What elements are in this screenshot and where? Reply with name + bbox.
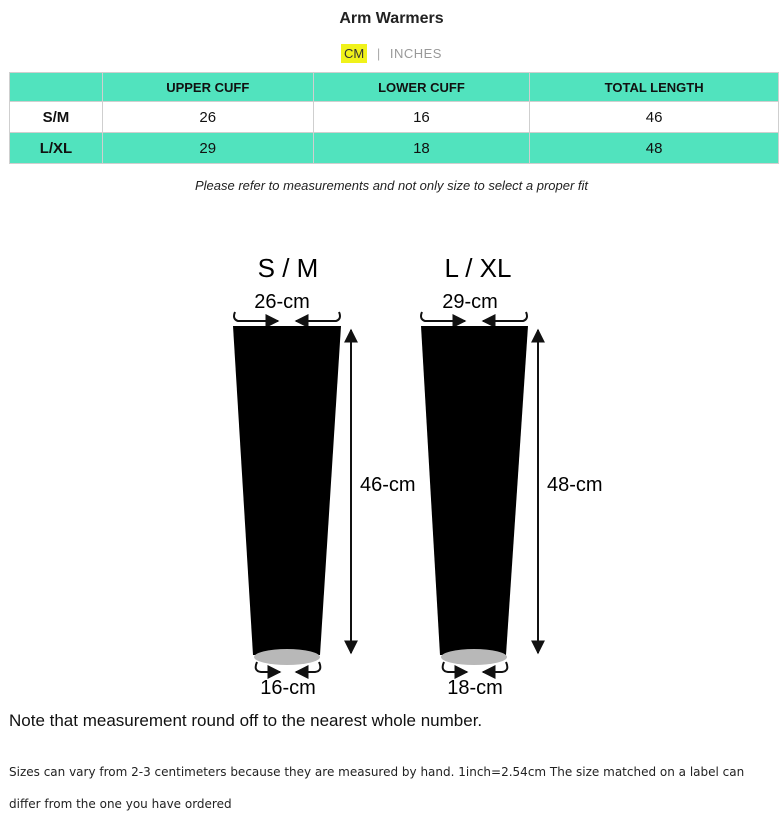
unit-separator: | <box>376 46 381 61</box>
diagram-lxl <box>421 253 603 699</box>
column-header-total-length: TOTAL LENGTH <box>530 73 779 102</box>
row-size-label: S/M <box>10 102 103 133</box>
diagram-size-label: L / XL <box>444 253 512 283</box>
upper-right-arrow <box>296 312 340 321</box>
lxl-sleeve-shape <box>421 326 528 655</box>
diagram-length-label: 48-cm <box>547 474 603 496</box>
unit-switcher <box>0 44 783 63</box>
diagram-sm <box>233 253 416 699</box>
cell-total-length: 48 <box>530 133 779 164</box>
lxl-lower-opening <box>441 649 507 665</box>
unit-cm-toggle[interactable]: CM <box>341 44 367 63</box>
page-title: Arm Warmers <box>339 10 444 27</box>
diagram-lower-label: 16-cm <box>260 677 316 699</box>
sm-lower-opening <box>254 649 320 665</box>
table-row <box>10 133 779 164</box>
table-header-row <box>10 73 779 102</box>
cell-total-length: 46 <box>530 102 779 133</box>
column-header-lower-cuff: LOWER CUFF <box>313 73 530 102</box>
diagram-size-label: S / M <box>257 253 319 283</box>
rounding-note: Note that measurement round off to the nearest whole number. <box>9 711 483 730</box>
cell-upper-cuff: 29 <box>102 133 313 164</box>
column-header-size <box>10 73 103 102</box>
diagram-length-label: 46-cm <box>360 474 416 496</box>
diagram-lower-label: 18-cm <box>447 677 503 699</box>
arm-warmer-diagram <box>160 215 630 705</box>
diagram-upper-label: 29-cm <box>442 291 498 313</box>
column-header-upper-cuff: UPPER CUFF <box>102 73 313 102</box>
row-size-label: L/XL <box>10 133 103 164</box>
upper-right-arrow <box>483 312 527 321</box>
upper-left-arrow <box>421 312 465 321</box>
sizes-note: Sizes can vary from 2-3 centimeters because they are measured by hand. 1inch=2.54cm The size matched on a label can differ from the one you have ordered <box>9 765 745 811</box>
upper-left-arrow <box>234 312 278 321</box>
cell-upper-cuff: 26 <box>102 102 313 133</box>
cell-lower-cuff: 16 <box>313 102 530 133</box>
table-row <box>10 102 779 133</box>
size-table <box>9 72 779 164</box>
sm-sleeve-shape <box>233 326 341 655</box>
diagram-upper-label: 26-cm <box>254 291 310 313</box>
cell-lower-cuff: 18 <box>313 133 530 164</box>
unit-inches-toggle[interactable]: INCHES <box>389 46 442 61</box>
fit-note: Please refer to measurements and not only size to select a proper fit <box>194 178 589 193</box>
